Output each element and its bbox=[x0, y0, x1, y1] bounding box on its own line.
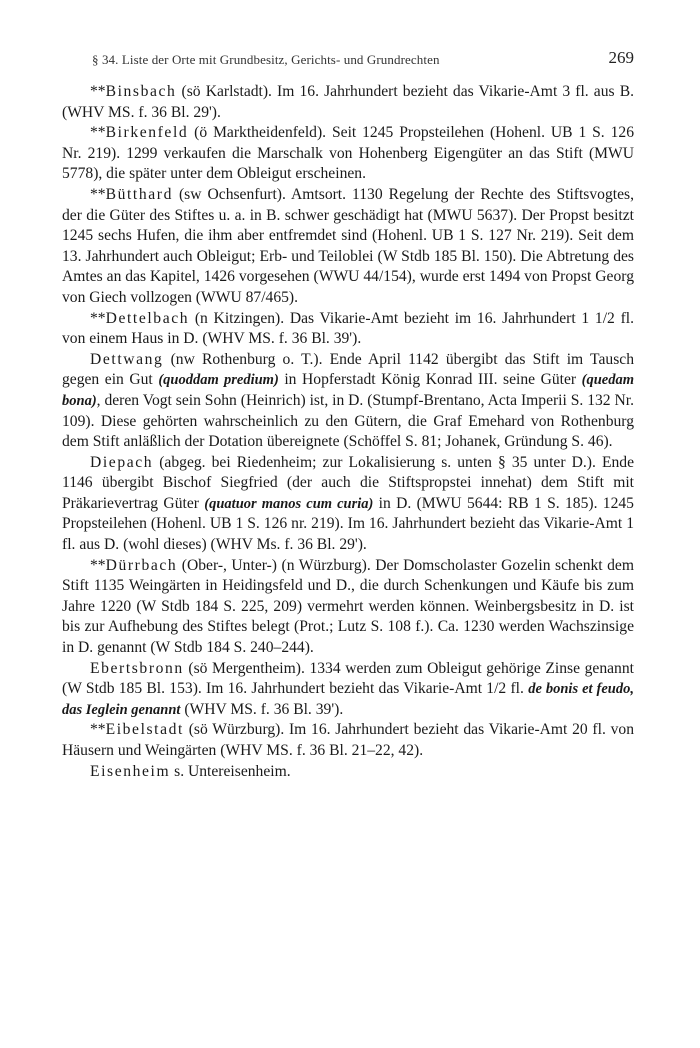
entry-text: (Ober-, Unter-) (n Würzburg). Der Domscholaster Gozelin schenkt dem Stift 1135 Weingärten in Heidingsfeld und D., die durch Schenkungen und Käufe bis zum Jahre 1220 (W Stdb 184 S. 225, 209) vermehrt werden können. Weinbergsbesitz in D. ist bis zur Aufhebung des Stiftes belegt (Prot.; Lutz S. 108 f.). Ca. 1230 werden Wachszinsige in D. genannt (W Stdb 184 S. 240–244). bbox=[62, 556, 634, 657]
entry-eibelstadt bbox=[62, 720, 634, 761]
entry-text: (sö Mergentheim). 1334 werden zum Obleigut gehörige Zinse genannt (W Stdb 185 Bl. 153). Im 16. Jahrhundert bezieht das Vikarie-Amt 1/2 fl. bbox=[62, 659, 634, 698]
running-header bbox=[62, 48, 634, 74]
place-name: Ebertsbronn bbox=[90, 659, 184, 677]
place-name: Dürrbach bbox=[105, 556, 178, 574]
entry-marker: ** bbox=[90, 556, 106, 574]
entry-text: (sö Würzburg). Im 16. Jahrhundert bezieht das Vikarie-Amt 20 fl. von Häusern und Weingärten (WHV MS. f. 36 Bl. 21–22, 42). bbox=[62, 721, 634, 759]
place-name: Dettwang bbox=[90, 350, 164, 368]
place-name: Bütthard bbox=[105, 185, 173, 203]
entry-text: , deren Vogt sein Sohn (Heinrich) ist, in D. (Stumpf-Brentano, Acta Imperii S. 132 Nr. 109). Diese gehörten wahrscheinlich zu den Gütern, die Graf Emehard von Rothenburg dem Stift anläßlich der Dotation übereignete (Schöffel S. 81; Johanek, Gründung S. 46). bbox=[62, 391, 634, 451]
entry-text: in Hopferstadt König Konrad III. seine Güter bbox=[278, 371, 582, 389]
latin-quote: (quoddam predium) bbox=[158, 372, 279, 389]
entry-text: (nw Rothenburg o. T.). Ende April 1142 übergibt das Stift im Tausch gegen ein Gut bbox=[62, 350, 634, 389]
place-name: Binsbach bbox=[105, 83, 177, 100]
place-name: Birkenfeld bbox=[105, 124, 189, 142]
entry-duerrbach bbox=[62, 556, 634, 659]
entry-dettwang bbox=[62, 350, 634, 453]
latin-quote: (quedam bona) bbox=[62, 372, 635, 409]
page-number: 269 bbox=[608, 48, 634, 67]
entry-marker: ** bbox=[90, 124, 106, 142]
document-page bbox=[62, 48, 634, 782]
place-name: Diepach bbox=[90, 453, 154, 471]
latin-quote: de bonis et feudo, das Ieglein genannt bbox=[62, 681, 634, 718]
entry-ebertsbronn bbox=[62, 659, 634, 721]
entry-text: (n Kitzingen). Das Vikarie-Amt bezieht im 16. Jahrhundert 1 1/2 fl. von einem Haus in D. (WHV MS. f. 36 Bl. 39'). bbox=[62, 309, 634, 348]
entry-text: (abgeg. bei Riedenheim; zur Lokalisierung s. unten § 35 unter D.). Ende 1146 übergibt Bischof Siegfried (der auch die Stiftspropstei innehat) dem Stift mit Präkarievertrag Güter bbox=[62, 453, 634, 512]
entry-marker: ** bbox=[90, 309, 106, 327]
entry-diepach bbox=[62, 453, 634, 556]
entry-birkenfeld bbox=[62, 123, 634, 185]
place-name: Dettelbach bbox=[105, 309, 190, 327]
entry-list bbox=[62, 82, 634, 782]
entry-text: in D. (MWU 5644: RB 1 S. 185). 1245 Propsteilehen (Hohenl. UB 1 S. 126 nr. 219). Im 16. Jahrhundert bezieht das Vikarie-Amt 1 fl. aus D. (wohl dieses) (WHV Ms. f. 36 Bl. 29'). bbox=[62, 494, 634, 554]
entry-text: (ö Marktheidenfeld). Seit 1245 Propsteilehen (Hohenl. UB 1 S. 126 Nr. 219). 1299 verkaufen die Marschalk von Hohenberg Eigengüter an das Stift (MWU 5778), die später unter dem Obleigut erscheinen. bbox=[62, 124, 634, 183]
place-name: Eisenheim bbox=[90, 762, 171, 780]
entry-binsbach bbox=[62, 82, 634, 123]
entry-text: (sö Karlstadt). Im 16. Jahrhundert bezieht das Vikarie-Amt 3 fl. aus B. (WHV MS. f. 36 Bl. 29'). bbox=[62, 83, 634, 121]
latin-quote: (quatuor manos cum curia) bbox=[204, 495, 374, 512]
entry-eisenheim bbox=[62, 762, 634, 783]
place-name: Eibelstadt bbox=[105, 721, 184, 739]
entry-text: s. Untereisenheim. bbox=[170, 762, 291, 780]
entry-marker: ** bbox=[90, 83, 106, 100]
entry-dettelbach bbox=[62, 309, 634, 350]
entry-marker: ** bbox=[90, 721, 106, 739]
entry-text: (WHV MS. f. 36 Bl. 39'). bbox=[180, 700, 344, 718]
entry-text: (sw Ochsenfurt). Amtsort. 1130 Regelung der Rechte des Stiftsvogtes, der die Güter des Stiftes u. a. in B. schwer geschädigt hat (MWU 5637). Der Propst besitzt 1245 sechs Hufen, die ihm aber entfremdet sind (Hohenl. UB 1 S. 127 Nr. 219). Seit dem 13. Jahrhundert auch Obleigut; Erb- und Teiloblei (W Stdb 185 Bl. 150). Die Abtretung des Amtes an das Kapitel, 1426 vorgesehen (WWU 44/154), wurde erst 1494 von Propst Georg von Giech vollzogen (WWU 87/465). bbox=[62, 185, 634, 306]
entry-marker: ** bbox=[90, 185, 106, 203]
header-title: § 34. Liste der Orte mit Grundbesitz, Gerichts- und Grundrechten bbox=[92, 52, 440, 67]
entry-buetthard bbox=[62, 185, 634, 309]
